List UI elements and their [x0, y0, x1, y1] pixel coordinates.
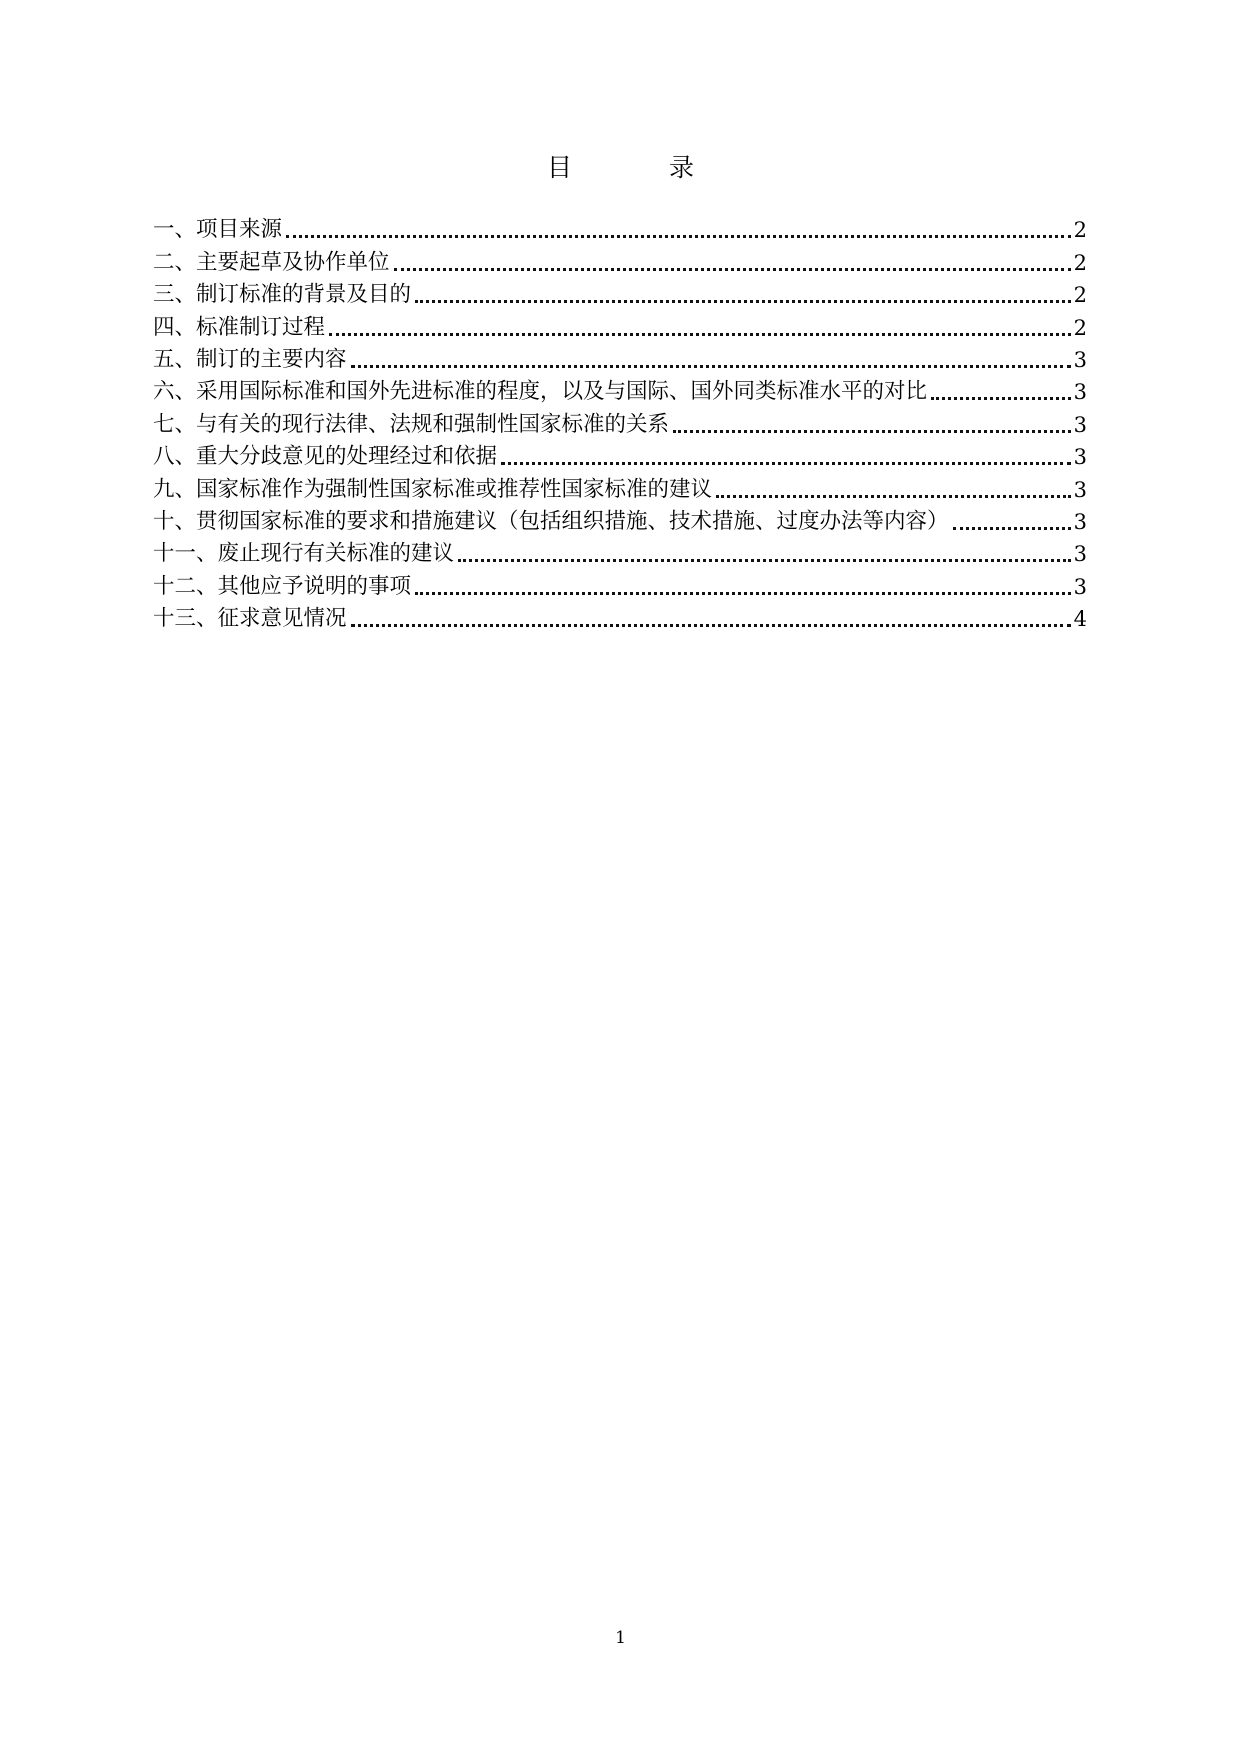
toc-entry-page: 2: [1073, 315, 1087, 340]
toc-dot-leader: [716, 495, 1071, 498]
toc-entry-1[interactable]: [153, 214, 1087, 246]
toc-dot-leader: [415, 592, 1071, 595]
toc-entry-page: 3: [1073, 347, 1087, 372]
toc-entry-9[interactable]: [153, 473, 1087, 505]
toc-entry-page: 2: [1073, 250, 1087, 275]
toc-dot-leader: [351, 365, 1071, 368]
toc-entry-10[interactable]: [153, 506, 1087, 538]
toc-entry-label: 七、与有关的现行法律、法规和强制性国家标准的关系: [153, 411, 670, 437]
toc-entry-label: 十二、其他应予说明的事项: [153, 573, 412, 599]
toc-entry-label: 十、贯彻国家标准的要求和措施建议（包括组织措施、技术措施、过度办法等内容）: [153, 508, 949, 534]
toc-entry-2[interactable]: [153, 246, 1087, 278]
toc-entry-label: 四、标准制订过程: [153, 314, 326, 340]
toc-entry-page: 3: [1073, 509, 1087, 534]
page-title: 目 录: [546, 153, 730, 182]
toc-dot-leader: [329, 333, 1071, 336]
toc-entry-4[interactable]: [153, 311, 1087, 343]
toc-entry-page: 3: [1073, 574, 1087, 599]
toc-entry-12[interactable]: [153, 570, 1087, 602]
toc-entry-label: 二、主要起草及协作单位: [153, 249, 390, 275]
table-of-contents: [153, 214, 1087, 635]
toc-dot-leader: [351, 624, 1071, 627]
toc-dot-leader: [286, 235, 1071, 238]
toc-entry-6[interactable]: [153, 376, 1087, 408]
toc-entry-page: 3: [1073, 445, 1087, 470]
toc-entry-page: 4: [1073, 607, 1087, 632]
toc-entry-label: 十一、废止现行有关标准的建议: [153, 541, 455, 567]
toc-entry-page: 3: [1073, 412, 1087, 437]
toc-entry-label: 五、制订的主要内容: [153, 346, 347, 372]
toc-entry-label: 三、制订标准的背景及目的: [153, 282, 412, 308]
page-number: 1: [615, 1628, 626, 1648]
toc-entry-13[interactable]: [153, 603, 1087, 635]
toc-entry-3[interactable]: [153, 279, 1087, 311]
toc-dot-leader: [953, 527, 1071, 530]
toc-dot-leader: [394, 268, 1071, 271]
toc-entry-label: 十三、征求意见情况: [153, 606, 347, 632]
toc-entry-8[interactable]: [153, 441, 1087, 473]
toc-entry-page: 3: [1073, 380, 1087, 405]
toc-entry-label: 六、采用国际标准和国外先进标准的程度，以及与国际、国外同类标准水平的对比: [153, 379, 928, 405]
toc-entry-label: 九、国家标准作为强制性国家标准或推荐性国家标准的建议: [153, 476, 713, 502]
toc-entry-page: 2: [1073, 218, 1087, 243]
toc-entry-7[interactable]: [153, 408, 1087, 440]
toc-dot-leader: [673, 430, 1071, 433]
toc-dot-leader: [931, 397, 1071, 400]
toc-entry-label: 一、项目来源: [153, 217, 283, 243]
toc-dot-leader: [458, 559, 1071, 562]
toc-entry-page: 3: [1073, 542, 1087, 567]
toc-dot-leader: [501, 462, 1071, 465]
toc-entry-label: 八、重大分歧意见的处理经过和依据: [153, 444, 498, 470]
toc-entry-5[interactable]: [153, 344, 1087, 376]
toc-entry-11[interactable]: [153, 538, 1087, 570]
toc-entry-page: 2: [1073, 283, 1087, 308]
toc-dot-leader: [415, 300, 1071, 303]
toc-entry-page: 3: [1073, 477, 1087, 502]
